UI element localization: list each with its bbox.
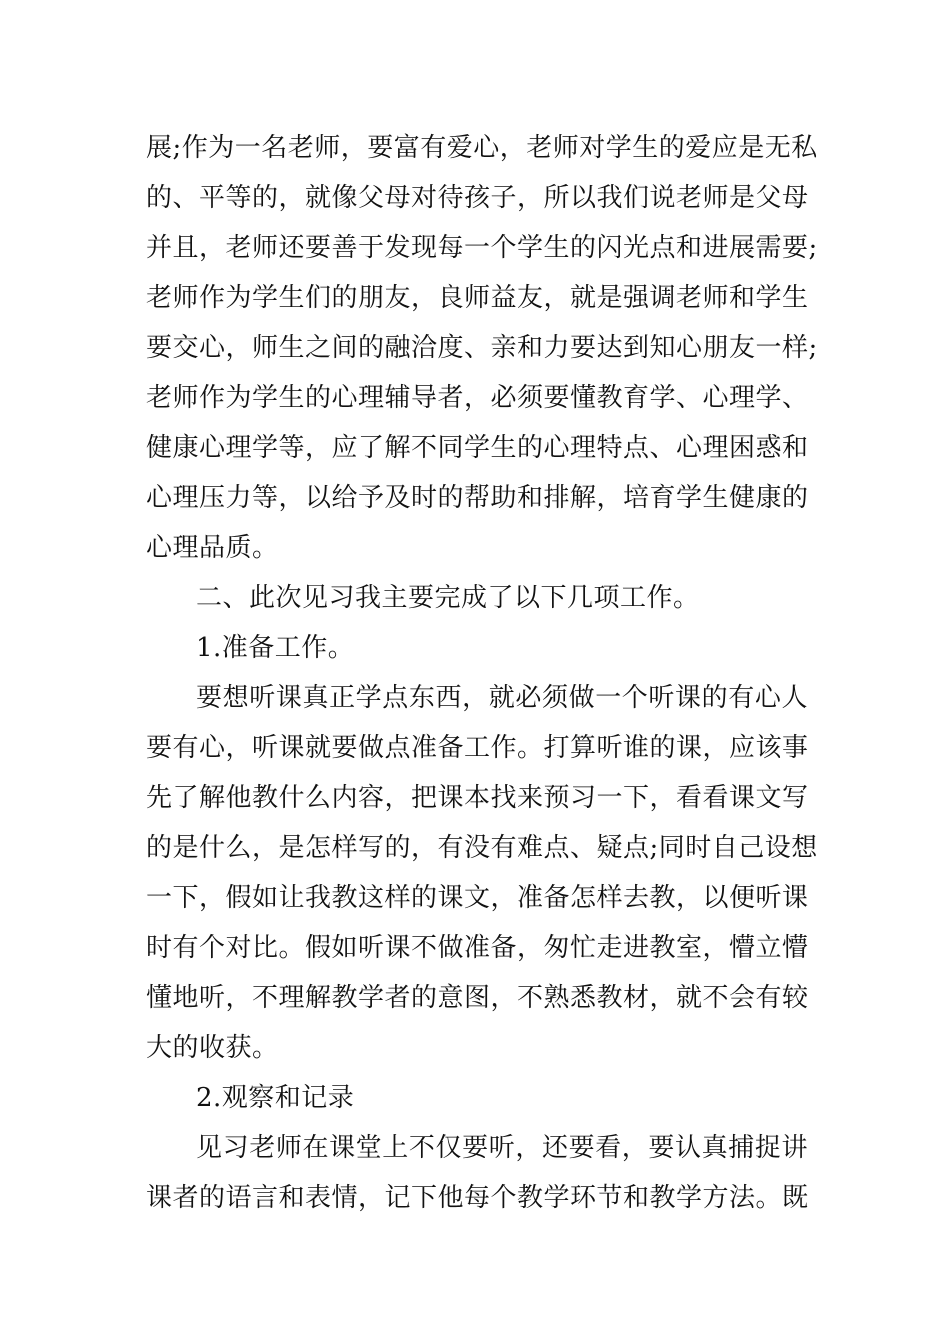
text-line: 要交心，师生之间的融洽度、亲和力要达到知心朋友一样; [146,333,818,363]
text-line: 老师作为学生的心理辅导者，必须要懂教育学、心理学、 [146,383,809,413]
text-line: 的是什么，是怎样写的，有没有难点、疑点;同时自己设想 [146,833,818,863]
text-line: 时有个对比。假如听课不做准备，匆忙走进教室，懵立懵 [146,933,809,963]
text-line: 懂地听，不理解教学者的意图，不熟悉教材，就不会有较 [146,983,809,1013]
text-line: 心理品质。 [146,533,279,563]
text-line: 展;作为一名老师，要富有爱心，老师对学生的爱应是无私 [146,133,818,163]
text-line: 并且，老师还要善于发现每一个学生的闪光点和进展需要; [146,233,818,263]
text-line: 课者的语言和表情，记下他每个教学环节和教学方法。既 [146,1183,809,1213]
text-line: 一下，假如让我教这样的课文，准备怎样去教，以便听课 [146,883,809,913]
text-line: 心理压力等，以给予及时的帮助和排解，培育学生健康的 [146,483,809,513]
text-line: 大的收获。 [146,1033,279,1063]
subsection-heading: 2.观察和记录 [196,1083,355,1113]
section-heading: 二、此次见习我主要完成了以下几项工作。 [196,583,700,613]
text-line: 健康心理学等，应了解不同学生的心理特点、心理困惑和 [146,433,809,463]
text-line: 老师作为学生们的朋友，良师益友，就是强调老师和学生 [146,283,809,313]
text-line: 要想听课真正学点东西，就必须做一个听课的有心人 [196,683,808,713]
text-line: 的、平等的，就像父母对待孩子，所以我们说老师是父母 [146,183,809,213]
text-line: 要有心，听课就要做点准备工作。打算听谁的课，应该事 [146,733,809,763]
subsection-heading: 1.准备工作。 [196,633,355,663]
text-line: 先了解他教什么内容，把课本找来预习一下，看看课文写 [146,783,809,813]
text-line: 见习老师在课堂上不仅要听，还要看，要认真捕捉讲 [196,1133,808,1163]
